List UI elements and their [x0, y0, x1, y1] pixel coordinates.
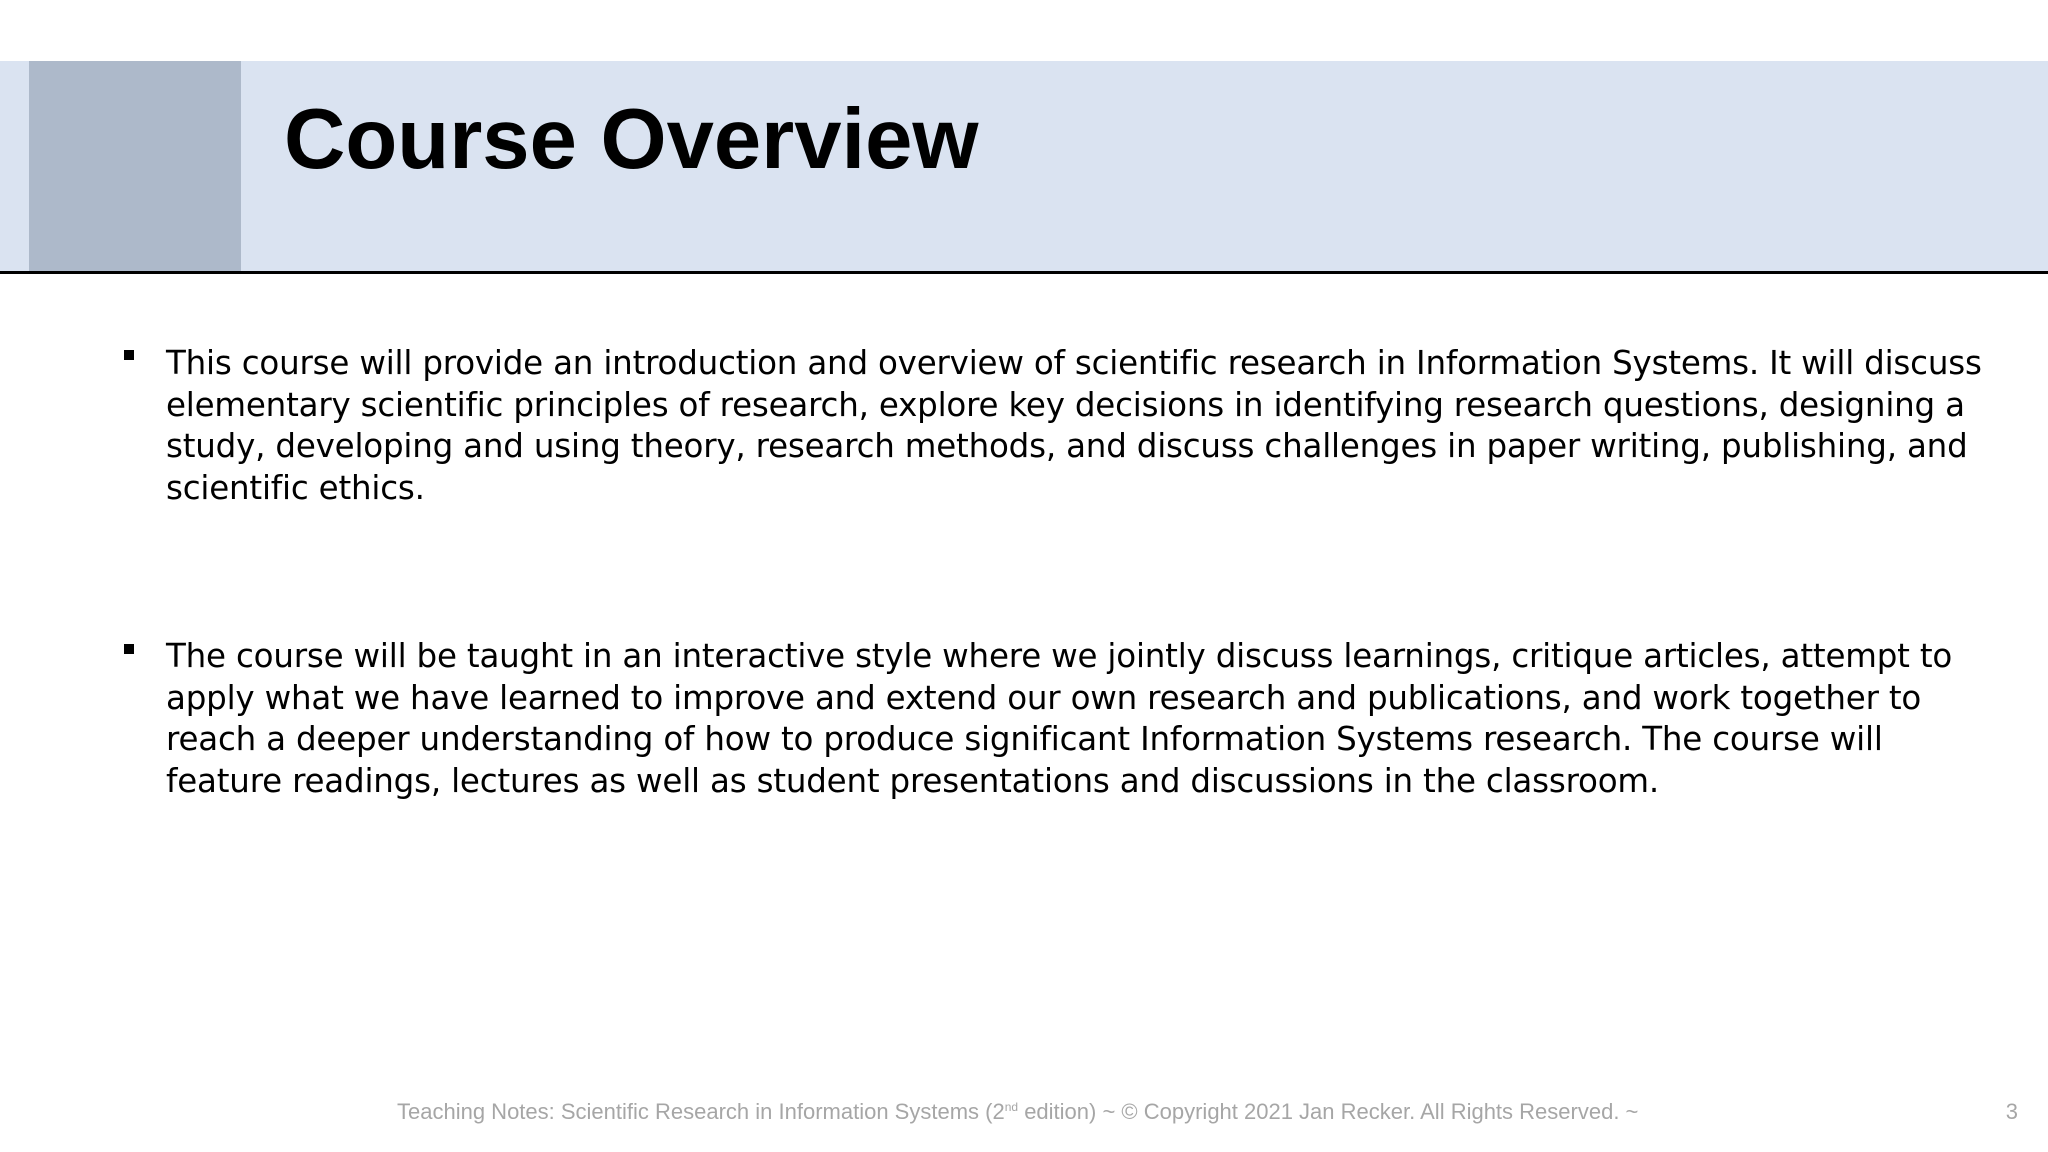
title-accent-block [29, 61, 241, 272]
bullet-item: The course will be taught in an interactive style where we jointly discuss learnings, critique articles, attempt to apply what we have learned to improve and extend our own research and publications, and work together to reach a deeper understanding of how to produce significant Information Systems research. The course will feature readings, lectures as well as student presentations and discussions in the classroom. [166, 637, 1953, 801]
page-number: 3 [2005, 1099, 2018, 1124]
slide-footer [397, 1098, 1638, 1126]
bullet-item: This course will provide an introduction and overview of scientific research in Information Systems. It will discuss elementary scientific principles of research, explore key decisions in identifying research questions, designing a study, developing and using theory, research methods, and discuss challenges in paper writing, publishing, and scientific ethics. [166, 344, 1982, 508]
slide-title: Course Overview [284, 92, 979, 187]
footer-superscript: nd [1004, 1100, 1019, 1114]
footer-text-start: Teaching Notes: Scientific Research in Information Systems (2 [397, 1099, 1005, 1124]
square-bullet-icon [124, 644, 134, 654]
square-bullet-icon [124, 350, 134, 360]
footer-text-end: edition) ~ © Copyright 2021 Jan Recker. All Rights Reserved. ~ [1018, 1099, 1639, 1124]
title-divider [0, 271, 2048, 274]
